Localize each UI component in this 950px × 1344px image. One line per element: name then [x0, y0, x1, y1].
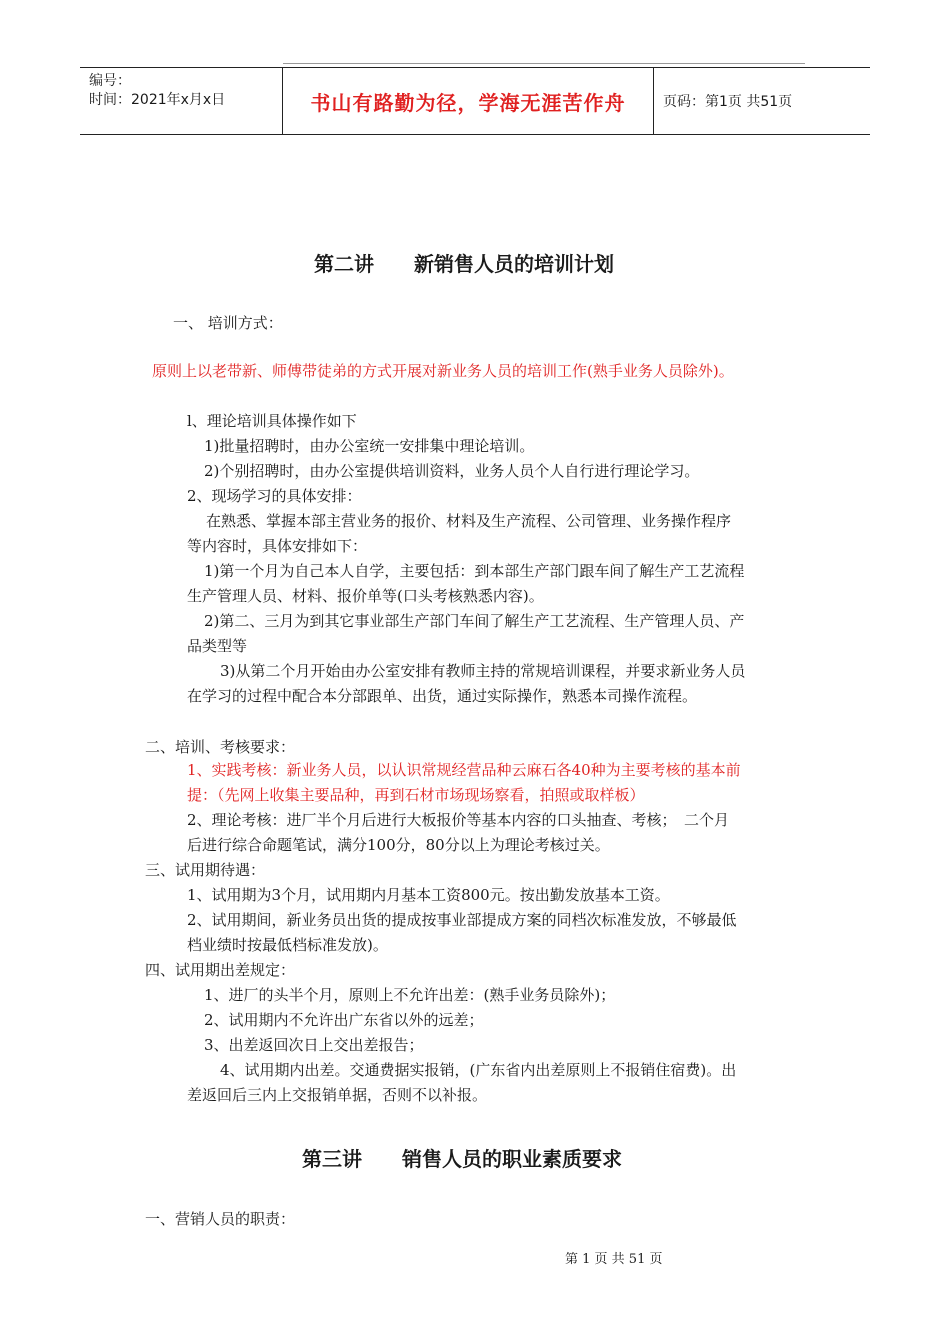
list-item: 在学习的过程中配合本分部跟单、出货，通过实际操作，熟悉本司操作流程。: [187, 687, 698, 705]
header-page-cell: [654, 68, 870, 134]
lecture3-section1-heading: 一、营销人员的职责：: [145, 1210, 296, 1228]
list-item: 1、试用期为3个月，试用期内月基本工资800元。按出勤发放基本工资。: [187, 886, 670, 904]
list-item: 2、试用期间，新业务员出货的提成按事业部提成方案的同档次标准发放，不够最低: [187, 911, 737, 929]
lecture3-title: 第三讲 销售人员的职业素质要求: [302, 1147, 622, 1171]
list-item: 等内容时，具体安排如下：: [187, 537, 368, 555]
training-principle: 原则上以老带新、师傅带徒弟的方式开展对新业务人员的培训工作(熟手业务人员除外)。: [152, 362, 734, 380]
list-item: 档业绩时按最低档标准发放)。: [187, 936, 388, 954]
practical-assessment-line1: 1、实践考核：新业务人员，以认识常规经营品种云麻石各40种为主要考核的基本前: [187, 761, 741, 779]
practical-assessment-line2: 提：（先网上收集主要品种，再到石材市场现场察看，拍照或取样板）: [187, 786, 645, 804]
list-item: 4、试用期内出差。交通费据实报销，(广东省内出差原则上不报销住宿费)。出: [220, 1061, 737, 1079]
time-label: 时间：2021年x月x日: [89, 92, 226, 108]
lecture2-section1-heading: 一、 培训方式：: [173, 314, 283, 332]
list-item: 1)批量招聘时，由办公室统一安排集中理论培训。: [204, 437, 535, 455]
lecture2-section3-heading: 三、试用期待遇：: [145, 861, 266, 879]
header-meta: [80, 68, 282, 134]
document-header: [80, 67, 870, 135]
list-item: 3、出差返回次日上交出差报告；: [204, 1036, 424, 1054]
header-page-info: 页码：第1页 共51页: [663, 94, 793, 110]
list-item: 1)第一个月为自己本人自学，主要包括：到本部生产部门跟车间了解生产工艺流程: [204, 562, 745, 580]
list-item: 品类型等: [187, 637, 248, 655]
list-item: 2、现场学习的具体安排：: [187, 487, 362, 505]
list-item: 3)从第二个月开始由办公室安排有教师主持的常规培训课程，并要求新业务人员: [220, 662, 746, 680]
lecture2-title: 第二讲 新销售人员的培训计划: [314, 252, 614, 276]
list-item: 在熟悉、掌握本部主营业务的报价、材料及生产流程、公司管理、业务操作程序: [206, 512, 732, 530]
list-item: 2)个别招聘时，由办公室提供培训资料，业务人员个人自行进行理论学习。: [204, 462, 700, 480]
list-item: 2、试用期内不允许出广东省以外的远差；: [204, 1011, 484, 1029]
list-item: 1、进厂的头半个月，原则上不允许出差：(熟手业务员除外)；: [204, 986, 616, 1004]
list-item: l、理论培训具体操作如下: [187, 412, 357, 430]
list-item: 生产管理人员、材料、报价单等(口头考核熟悉内容)。: [187, 587, 544, 605]
list-item: 差返回后三内上交报销单据，否则不以补报。: [187, 1086, 488, 1104]
page-footer: 第 1 页 共 51 页: [565, 1252, 663, 1267]
lecture2-section4-heading: 四、试用期出差规定：: [145, 961, 296, 979]
header-top-rule: [283, 63, 805, 64]
list-item: 2)第二、三月为到其它事业部生产部门车间了解生产工艺流程、生产管理人员、产: [204, 612, 745, 630]
lecture2-section2-heading: 二、培训、考核要求：: [145, 738, 296, 756]
header-motto-cell: [282, 68, 654, 134]
number-label: 编号：: [89, 73, 131, 89]
theory-assessment-line1: 2、理论考核：进厂半个月后进行大板报价等基本内容的口头抽查、考核； 二个月: [187, 811, 730, 829]
theory-assessment-line2: 后进行综合命题笔试，满分100分，80分以上为理论考核过关。: [187, 836, 610, 854]
header-motto: 书山有路勤为径，学海无涯苦作舟: [310, 90, 626, 115]
